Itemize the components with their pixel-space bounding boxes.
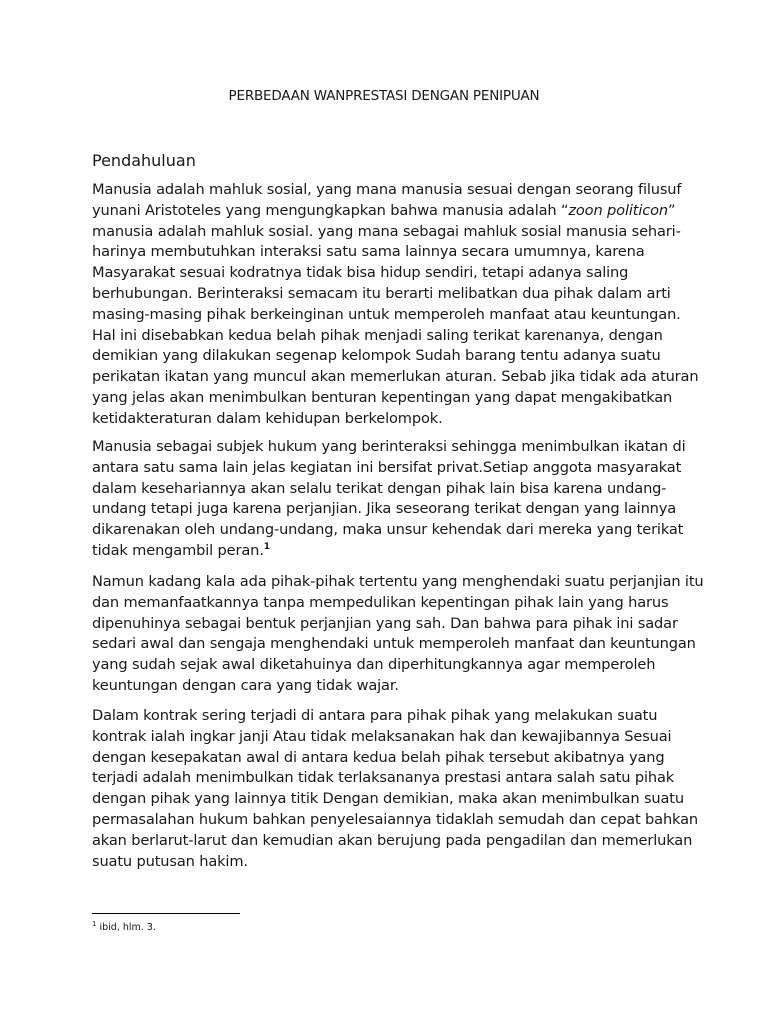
text-line: dipenuhinya sebagai bentuk perjanjian yang sah. Dan bahwa para pihak ini sadar xyxy=(92,614,678,632)
text-line: keuntungan dengan cara yang tidak wajar. xyxy=(92,676,399,694)
footnote xyxy=(92,919,156,933)
text-line: dalam kesehariannya akan selalu terikat dengan pihak lain bisa karena undang- xyxy=(92,479,667,497)
italic-term: zoon politicon xyxy=(568,201,668,219)
footnote-text: ibid, hlm. 3. xyxy=(96,922,156,933)
text-line xyxy=(92,541,682,562)
paragraph-subjek-hukum xyxy=(92,437,686,562)
text-line: masing-masing pihak berkeinginan untuk memperoleh manfaat atau keuntungan. xyxy=(92,305,681,323)
text-line: antara satu sama lain jelas kegiatan ini bersifat privat.Setiap anggota masyarakat xyxy=(92,458,682,476)
text-line: harinya membutuhkan interaksi satu sama lainnya secara umumnya, karena xyxy=(92,243,645,261)
text-line: terjadi adalah menimbulkan tidak terlaksananya prestasi antara salah satu pihak xyxy=(92,769,675,787)
text-line: suatu putusan hakim. xyxy=(92,852,248,870)
text-line: dengan kesepakatan awal di antara kedua belah pihak tersebut akibatnya yang xyxy=(92,748,665,766)
text-line: sedari awal dan sengaja menghendaki untuk memperoleh manfaat dan keuntungan xyxy=(92,635,696,653)
text-line: permasalahan hukum bahkan penyelesaiannya tidaklah semudah dan cepat bahkan xyxy=(92,810,698,828)
text-line: perikatan ikatan yang muncul akan memerlukan aturan. Sebab jika tidak ada aturan xyxy=(92,368,699,386)
text-line: dikarenakan oleh undang-undang, maka unsur kehendak dari mereka yang terikat xyxy=(92,521,684,539)
text-line: berhubungan. Berinteraksi semacam itu berarti melibatkan dua pihak dalam arti xyxy=(92,284,671,302)
text-line: demikian yang dilakukan segenap kelompok Sudah barang tentu adanya suatu xyxy=(92,347,661,365)
footnote-separator xyxy=(92,913,240,914)
text-line xyxy=(92,201,682,222)
text-line: ketidakteraturan dalam kehidupan berkelompok. xyxy=(92,409,443,427)
text-line: dengan pihak yang lainnya titik Dengan demikian, maka akan menimbulkan suatu xyxy=(92,790,684,808)
text-line: Namun kadang kala ada pihak-pihak tertentu yang menghendaki suatu perjanjian itu xyxy=(92,573,704,590)
text-line: Dalam kontrak sering terjadi di antara para pihak pihak yang melakukan suatu xyxy=(92,707,658,724)
text-line: undang tetapi juga karena perjanjian. Jika seseorang terikat dengan yang lainnya xyxy=(92,500,677,518)
text-span: ” xyxy=(667,201,676,219)
footnote-number: 1 xyxy=(92,919,97,928)
text-line: Manusia sebagai subjek hukum yang berinteraksi sehingga menimbulkan ikatan di xyxy=(92,438,686,455)
text-line: manusia adalah mahluk sosial. yang mana sebagai mahluk sosial manusia sehari- xyxy=(92,222,681,240)
paragraph-namun xyxy=(92,572,704,697)
text-line: dan memanfaatkannya tanpa mempedulikan kepentingan pihak lain yang harus xyxy=(92,593,669,611)
footnote-reference[interactable]: 1 xyxy=(263,542,270,553)
section-heading: Pendahuluan xyxy=(92,151,196,170)
text-line: Manusia adalah mahluk sosial, yang mana manusia sesuai dengan seorang filusuf xyxy=(92,181,682,198)
document-title: PERBEDAAN WANPRESTASI DENGAN PENIPUAN xyxy=(228,88,540,104)
text-span: yunani Aristoteles yang mengungkapkan bahwa manusia adalah “ xyxy=(92,201,569,219)
text-line: Masyarakat sesuai kodratnya tidak bisa hidup sendiri, tetapi adanya saling xyxy=(92,264,629,282)
text-line: yang sudah sejak awal diketahuinya dan diperhitungkannya agar memperoleh xyxy=(92,656,656,674)
text-line: akan berlarut-larut dan kemudian akan berujung pada pengadilan dan memerlukan xyxy=(92,831,693,849)
text-span: tidak mengambil peran. xyxy=(92,541,264,559)
paragraph-kontrak xyxy=(92,706,698,872)
text-line: kontrak ialah ingkar janji Atau tidak melaksanakan hak dan kewajibannya Sesuai xyxy=(92,727,672,745)
text-line: Hal ini disebabkan kedua belah pihak menjadi saling terikat karenanya, dengan xyxy=(92,326,663,344)
text-line: yang jelas akan menimbulkan benturan kepentingan yang dapat mengakibatkan xyxy=(92,388,673,406)
paragraph-intro xyxy=(92,180,699,430)
